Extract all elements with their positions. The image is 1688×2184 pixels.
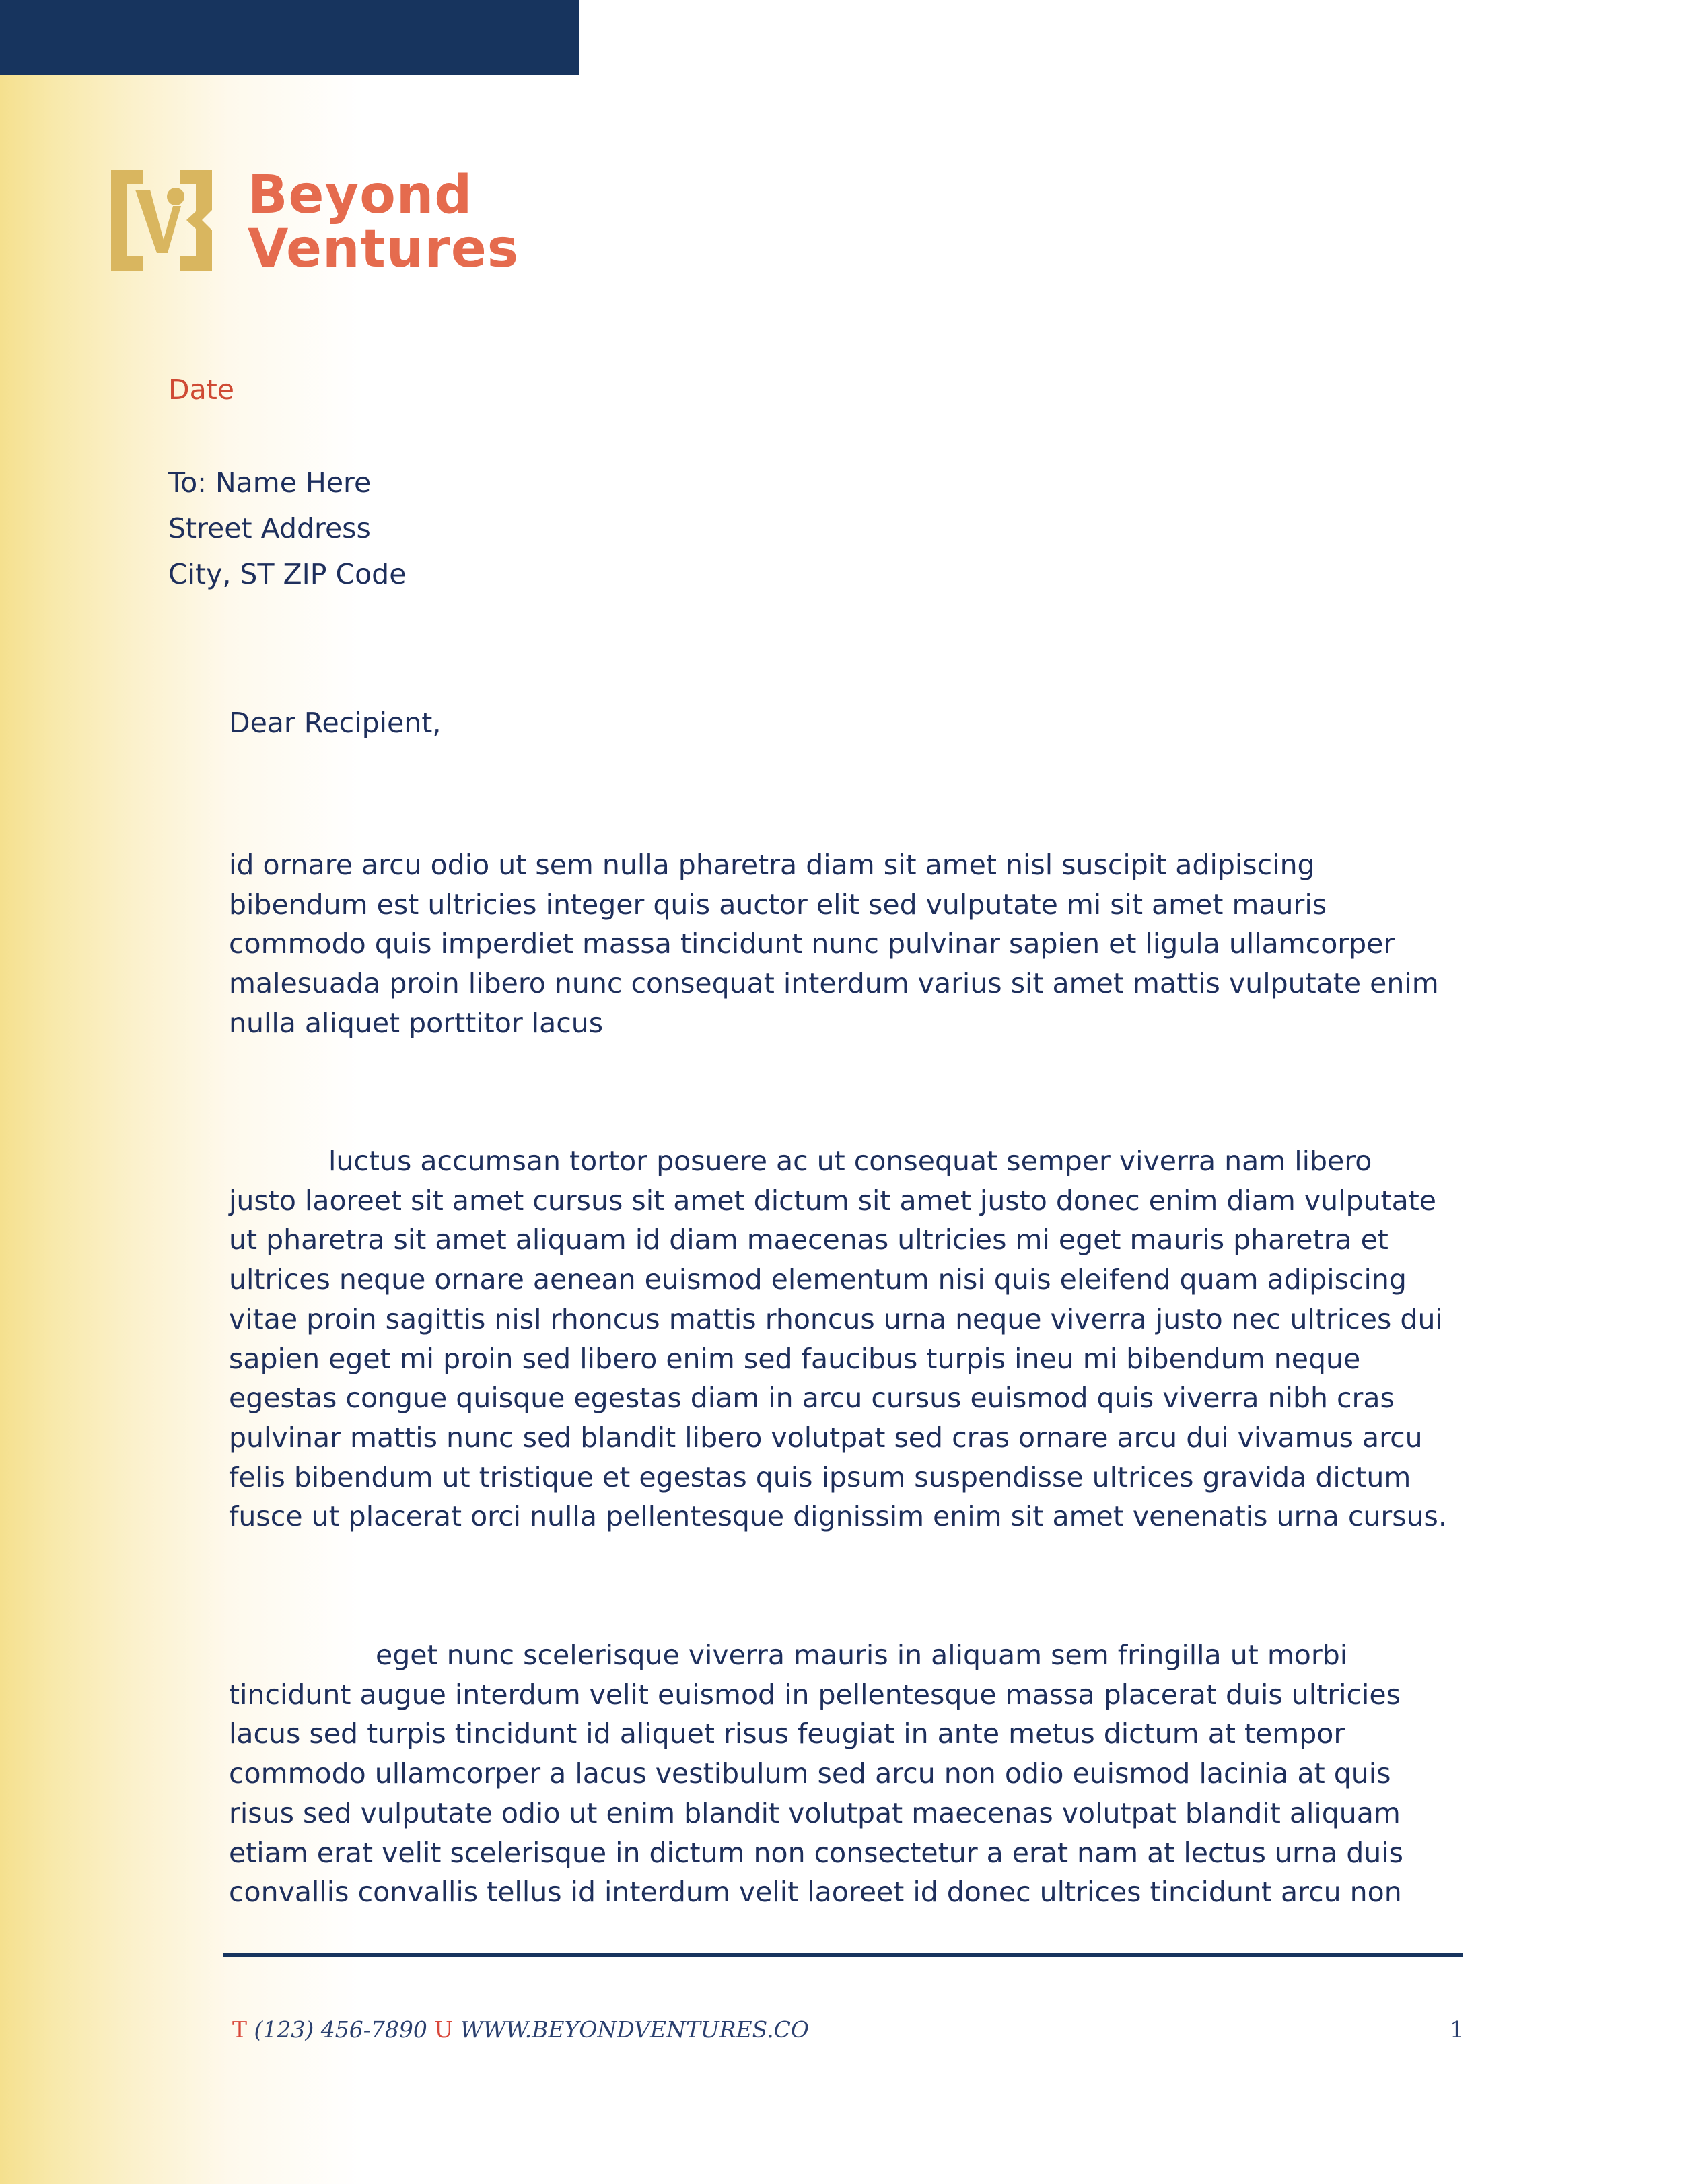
body-paragraph-2 (229, 1141, 1447, 1537)
footer-divider (223, 1953, 1463, 1957)
paragraph-line: felis bibendum ut tristique et egestas quis ipsum suspendisse ultrices gravida dictum (229, 1460, 1411, 1493)
brand-line-1: Beyond (248, 165, 473, 225)
paragraph-line: convallis convallis tellus id interdum velit laoreet id donec ultrices tincidunt arcu non (229, 1876, 1402, 1909)
paragraph-line: egestas congue quisque egestas diam in arcu cursus euismod quis viverra nibh cras (229, 1382, 1395, 1415)
address-line: To: Name Here (168, 466, 372, 499)
bv-monogram-icon (111, 170, 212, 271)
paragraph-line: eget nunc scelerisque viverra mauris in aliquam sem fringilla ut morbi (376, 1639, 1348, 1671)
recipient-address (168, 460, 406, 597)
phone-number: (123) 456-7890 (254, 2016, 427, 2043)
paragraph-line: etiam erat velit scelerisque in dictum non consectetur a erat nam at lectus urna duis (229, 1836, 1404, 1869)
paragraph-line: fusce ut placerat orci nulla pellentesque dignissim enim sit amet venenatis urna cursus. (229, 1500, 1447, 1533)
body-paragraph-3 (229, 1635, 1403, 1912)
paragraph-line: id ornare arcu odio ut sem nulla pharetra diam sit amet nisl suscipit adipiscing (229, 849, 1315, 881)
footer-contact (232, 2016, 809, 2043)
paragraph-line: bibendum est ultricies integer quis auctor elit sed vulputate mi sit amet mauris (229, 888, 1327, 921)
paragraph-line: sapien eget mi proin sed libero enim sed faucibus turpis ineu mi bibendum neque (229, 1342, 1361, 1375)
brand-name (248, 165, 520, 279)
paragraph-line: lacus sed turpis tincidunt id aliquet risus feugiat in ante metus dictum at tempor (229, 1718, 1345, 1751)
brand-line-2: Ventures (248, 219, 520, 279)
page-number: 1 (1450, 2016, 1464, 2043)
paragraph-line: luctus accumsan tortor posuere ac ut consequat semper viverra nam libero (328, 1145, 1372, 1177)
paragraph-line: nulla aliquet porttitor lacus (229, 1006, 604, 1039)
website-link[interactable]: WWW.BEYONDVENTURES.CO (460, 2016, 809, 2043)
body-paragraph-1 (229, 845, 1439, 1043)
paragraph-line: risus sed vulputate odio ut enim blandit volutpat maecenas volutpat blandit aliquam (229, 1796, 1401, 1829)
paragraph-line: ultrices neque ornare aenean euismod elementum nisi quis eleifend quam adipiscing (229, 1263, 1407, 1296)
address-line: City, ST ZIP Code (168, 558, 407, 590)
paragraph-line: commodo ullamcorper a lacus vestibulum sed arcu non odio euismod lacinia at quis (229, 1757, 1391, 1790)
letter-date: Date (168, 374, 234, 406)
paragraph-line: pulvinar mattis nunc sed blandit libero volutpat sed cras ornare arcu dui vivamus arcu (229, 1421, 1423, 1454)
phone-label: T (232, 2016, 248, 2043)
paragraph-line: commodo quis imperdiet massa tincidunt nunc pulvinar sapien et ligula ullamcorper (229, 927, 1395, 960)
header-bar (0, 0, 579, 75)
paragraph-line: tincidunt augue interdum velit euismod in pellentesque massa placerat duis ultricies (229, 1678, 1401, 1711)
paragraph-line: malesuada proin libero nunc consequat interdum varius sit amet mattis vulputate enim (229, 967, 1439, 1000)
address-line: Street Address (168, 512, 371, 544)
paragraph-line: ut pharetra sit amet aliquam id diam maecenas ultricies mi eget mauris pharetra et (229, 1224, 1388, 1257)
web-label: U (434, 2016, 454, 2043)
paragraph-line: justo laoreet sit amet cursus sit amet dictum sit amet justo donec enim diam vulputate (229, 1184, 1436, 1217)
salutation: Dear Recipient, (229, 707, 442, 739)
paragraph-line: vitae proin sagittis nisl rhoncus mattis rhoncus urna neque viverra justo nec ultrices dui (229, 1302, 1443, 1335)
